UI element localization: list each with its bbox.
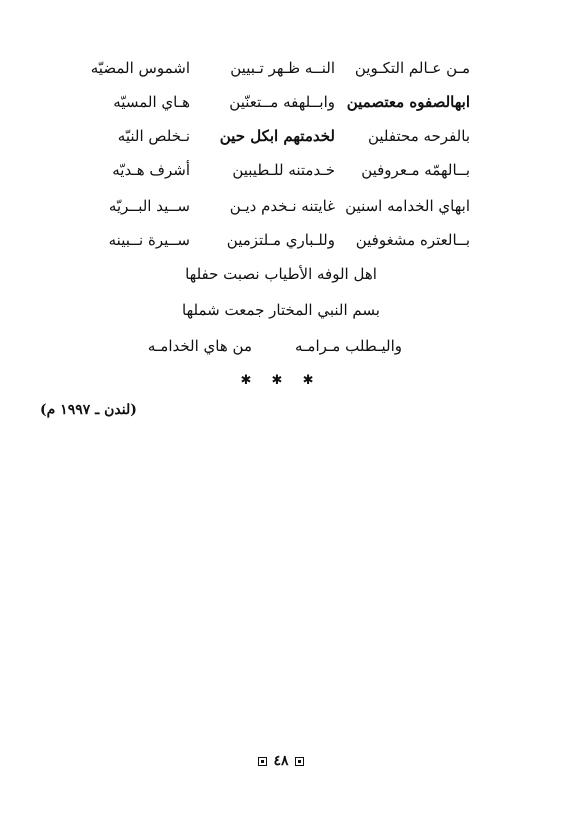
verse-4-part-3: أشرف هـديّه [112, 161, 190, 179]
verse-1-part-3: اشموس المضيّه [90, 59, 190, 77]
page-number: ٤٨ [273, 753, 289, 769]
verse-1-part-2: النــه ظـهر تـبيين [230, 59, 335, 77]
center-verse-2: بسم النبي المختار جمعت شملها [182, 301, 380, 319]
verse-6-part-1: بــالعتره مشغوفين [355, 231, 470, 249]
square-bullet-icon [258, 757, 267, 766]
verse-row-2 [90, 88, 470, 116]
verse-2-part-2: وابــلهفه مــتعنّين [229, 93, 335, 111]
verse-6-part-3: ســيرة نــبينه [108, 231, 190, 249]
verse-5-part-1: ابهاي الخدامه اسنين [345, 197, 470, 215]
center-verse-3-right: واليـطلب مـرامـه [294, 337, 402, 355]
square-bullet-icon [295, 757, 304, 766]
center-verse-3 [0, 332, 562, 360]
verse-4-part-1: بــالهمّه مـعروفين [361, 161, 470, 179]
verse-row-1 [90, 54, 470, 82]
verse-row-4 [90, 156, 470, 184]
verse-2-part-1: ابهالصفوه معتصمين [346, 93, 470, 111]
verse-4-part-2: خـدمتنه للـطيبين [232, 161, 335, 179]
verse-3-part-2: لخدمتهم ابكل حين [219, 127, 335, 145]
verse-5-part-2: غايتنه نـخدم ديـن [229, 197, 335, 215]
stars-divider: ✱ ✱ ✱ [240, 373, 322, 388]
place-date-signature: (لندن ـ ١٩٩٧ م) [40, 402, 137, 418]
page-footer [0, 750, 562, 772]
verse-row-3 [90, 122, 470, 150]
verse-5-part-3: ســيد البــريّه [108, 197, 190, 215]
verse-2-part-3: هـاي المسيّه [113, 93, 190, 111]
verse-6-part-2: وللـباري مـلتزمين [226, 231, 335, 249]
verse-row-6 [90, 226, 470, 254]
verse-3-part-3: نـخلص النيّه [117, 127, 190, 145]
center-verse-3-left: من هاي الخدامـه [147, 337, 252, 355]
verse-1-part-1: مـن عـالم التكـوين [354, 59, 470, 77]
center-verse-1: اهل الوفه الأطياب نصبت حفلها [185, 265, 377, 283]
verse-3-part-1: بالفرحه محتفلين [367, 127, 470, 145]
verse-row-5 [90, 192, 470, 220]
